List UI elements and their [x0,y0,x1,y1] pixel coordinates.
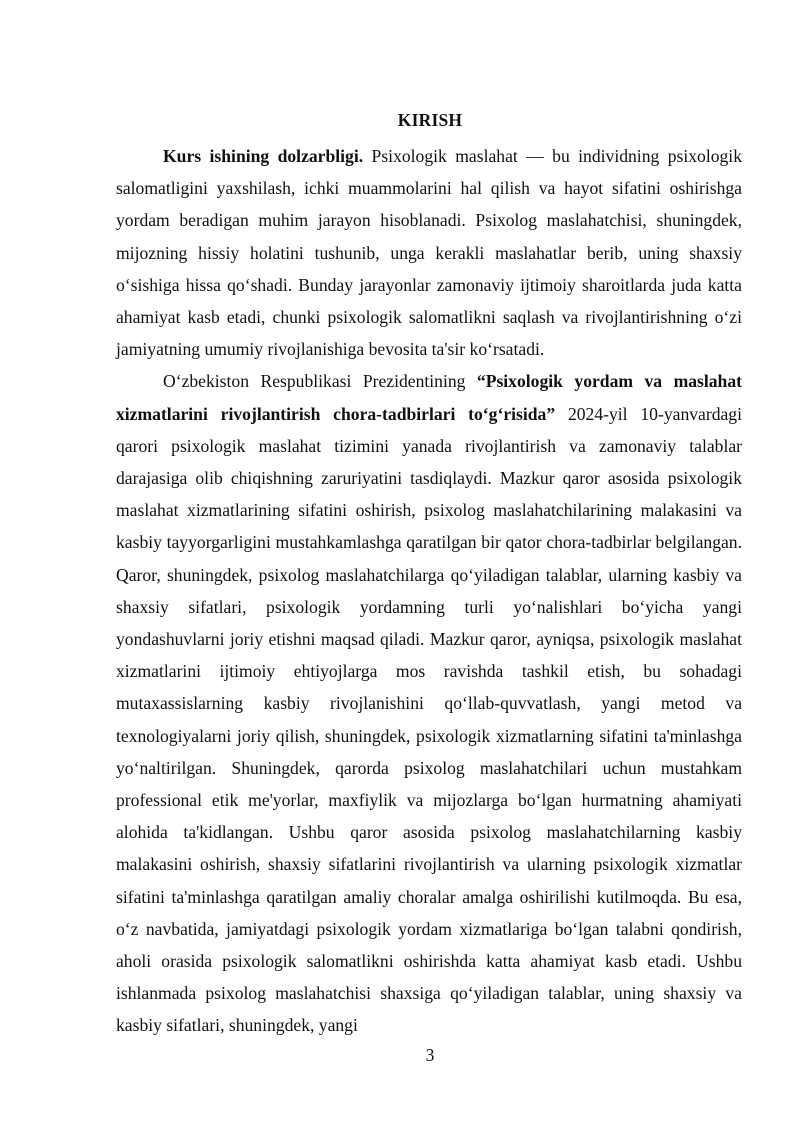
decree-title: “Psixologik yordam va maslahat xizmatlarini rivojlantirish chora-tadbirlari toʻgʻrisida” [116,371,742,424]
section-heading: KIRISH [397,110,463,130]
paragraph-text: 2024-yil 10-yanvardagi qarori psixologik maslahat tizimini yanada rivojlantirish va zamonaviy talablar darajasiga olib chiqishning zaruriyatini tasdiqlaydi. Mazkur qaror asosida psixologik maslahat xizmatlarining sifatini oshirish, psixolog maslahatchilarining malakasini va kasbiy tayyorgarligini mustahkamlashga qaratilgan bir qator chora-tadbirlar belgilangan. Qaror, shuningdek, psixolog maslahatchilarga qoʻyiladigan talablar, ularning kasbiy va shaxsiy sifatlari, psixologik yordamning turli yoʻnalishlari boʻyicha yangi yondashuvlarni joriy etishni maqsad qiladi. Mazkur qaror, ayniqsa, psixologik maslahat xizmatlarini ijtimoiy ehtiyojlarga mos ravishda tashkil etish, bu sohadagi mutaxassislarning kasbiy rivojlanishini qoʻllab-quvvatlash, yangi metod va texnologiyalarni joriy qilish, shuningdek, psixologik xizmatlarning sifatini ta'minlashga yoʻnaltirilgan. Shuningdek, qarorda psixolog maslahatchilari uchun mustahkam professional etik me'yorlar, maxfiylik va mijozlarga boʻlgan hurmatning ahamiyati alohida ta'kidlangan. Ushbu qaror asosida psixolog maslahatchilarning kasbiy malakasini oshirish, shaxsiy sifatlarini rivojlantirish va ularning psixologik xizmatlar sifatini ta'minlashga qaratilgan amaliy choralar amalga oshirilishi kutilmoqda. Bu esa, oʻz navbatida, jamiyatdagi psixologik yordam xizmatlariga boʻlgan talabni qondirish, aholi orasida psixologik salomatlikni oshirishda katta ahamiyat kasb etadi. Ushbu ishlanmada psixolog maslahatchisi shaxsiga qoʻyiladigan talablar, uning shaxsiy va kasbiy sifatlari, shuningdek, yangi [116,403,742,1036]
paragraph-lead: Kurs ishining dolzarbligi. [163,146,364,166]
page-number: 3 [425,1045,435,1065]
body-text [116,140,742,1042]
paragraph-pretext: Oʻzbekiston Respublikasi Prezidentining [163,371,477,392]
paragraph-relevance [116,140,742,365]
paragraph-text: Psixologik maslahat — bu individning psixologik salomatligini yaxshilash, ichki muammolarini hal qilish va hayot sifatini oshirishga yordam beradigan muhim jarayon hisoblanadi. Psixolog maslahatchisi, shuningdek, mijozning hissiy holatini tushunib, unga kerakli maslahatlar berib, uning shaxsiy oʻsishiga hissa qoʻshadi. Bunday jarayonlar zamonaviy ijtimoiy sharoitlarda juda katta ahamiyat kasb etadi, chunki psixologik salomatlikni saqlash va rivojlantirishning oʻzi jamiyatning umumiy rivojlanishiga bevosita ta'sir koʻrsatadi. [116,146,742,360]
paragraph-decree [116,365,742,1041]
